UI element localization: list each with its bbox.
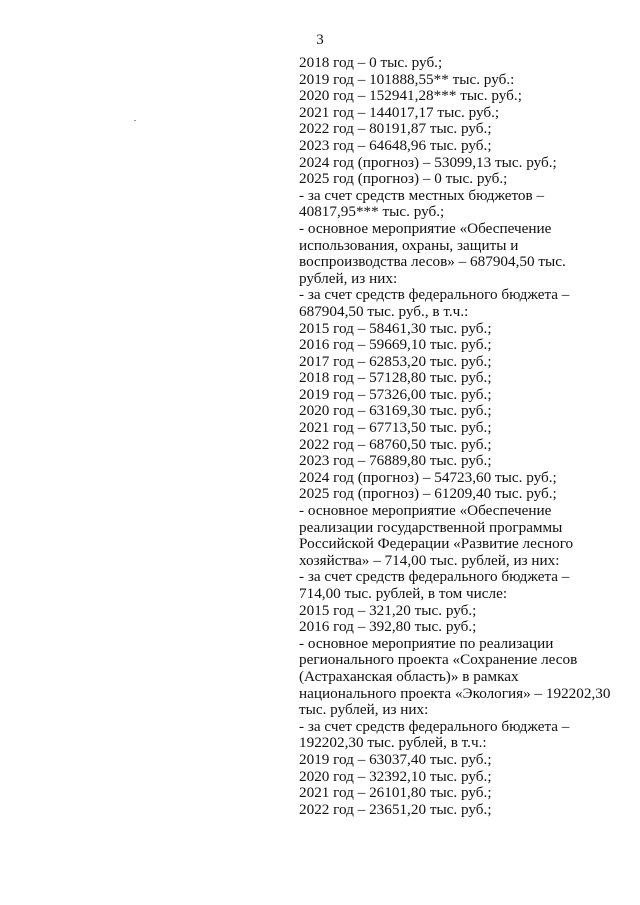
text-line: - основное мероприятие «Обеспечение	[299, 220, 552, 237]
text-line: 2019 год – 63037,40 тыс. руб.;	[299, 751, 492, 768]
text-line: - за счет средств федерального бюджета –	[299, 718, 570, 735]
text-line: - за счет средств федерального бюджета –	[299, 287, 570, 304]
text-line: 2022 год – 68760,50 тыс. руб.;	[299, 436, 492, 453]
page-number: 3	[316, 32, 324, 48]
text-line: 2024 год (прогноз) – 53099,13 тыс. руб.;	[299, 154, 557, 171]
text-line: - за счет средств местных бюджетов –	[299, 187, 545, 204]
text-line: регионального проекта «Сохранение лесов	[299, 652, 578, 669]
text-line: 2019 год – 57326,00 тыс. руб.;	[299, 386, 492, 403]
text-line: 2016 год – 392,80 тыс. руб.;	[299, 619, 477, 636]
text-line: 2020 год – 63169,30 тыс. руб.;	[299, 403, 492, 420]
text-line: 2019 год – 101888,55** тыс. руб.:	[299, 71, 515, 88]
text-line: Российской Федерации «Развитие лесного	[299, 536, 574, 553]
text-line: 2017 год – 62853,20 тыс. руб.;	[299, 353, 492, 370]
text-line: 2015 год – 58461,30 тыс. руб.;	[299, 320, 492, 337]
text-line: тыс. рублей, из них:	[299, 702, 429, 719]
text-line: 2023 год – 76889,80 тыс. руб.;	[299, 453, 492, 470]
text-line: 2018 год – 0 тыс. руб.;	[299, 55, 443, 71]
text-line: 2025 год (прогноз) – 61209,40 тыс. руб.;	[299, 486, 557, 503]
text-line: 192202,30 тыс. рублей, в т.ч.:	[299, 735, 487, 752]
text-line: - основное мероприятие по реализации	[299, 635, 554, 652]
text-line: - за счет средств федерального бюджета –	[299, 569, 570, 586]
text-line: 2021 год – 67713,50 тыс. руб.;	[299, 420, 492, 437]
text-line: 2020 год – 152941,28*** тыс. руб.;	[299, 88, 522, 105]
text-line: 2021 год – 26101,80 тыс. руб.;	[299, 785, 492, 802]
text-line: рублей, из них:	[299, 270, 398, 287]
text-line: 40817,95*** тыс. руб.;	[299, 204, 445, 221]
text-line: реализации государственной программы	[299, 519, 563, 536]
text-line: 2024 год (прогноз) – 54723,60 тыс. руб.;	[299, 469, 557, 486]
text-line: 2021 год – 144017,17 тыс. руб.;	[299, 104, 500, 121]
text-line: 2023 год – 64648,96 тыс. руб.;	[299, 137, 492, 154]
text-line: 2016 год – 59669,10 тыс. руб.;	[299, 337, 492, 354]
text-line: 2018 год – 57128,80 тыс. руб.;	[299, 370, 492, 387]
text-line: 2020 год – 32392,10 тыс. руб.;	[299, 768, 492, 785]
text-line: 2022 год – 23651,20 тыс. руб.;	[299, 801, 492, 818]
text-line: использования, охраны, защиты и	[299, 237, 519, 254]
text-line: 687904,50 тыс. руб., в т.ч.:	[299, 303, 469, 320]
margin-mark	[134, 120, 136, 121]
text-line: воспроизводства лесов» – 687904,50 тыс.	[299, 254, 566, 271]
text-line: (Астраханская область)» в рамках	[299, 668, 519, 685]
text-line: 2025 год (прогноз) – 0 тыс. руб.;	[299, 171, 508, 188]
text-line: 2022 год – 80191,87 тыс. руб.;	[299, 121, 492, 138]
text-line: - основное мероприятие «Обеспечение	[299, 503, 552, 520]
document-text-column	[299, 55, 620, 818]
text-line: 714,00 тыс. рублей, в том числе:	[299, 586, 508, 602]
text-line: 2015 год – 321,20 тыс. руб.;	[299, 602, 477, 619]
text-line: хозяйства» – 714,00 тыс. рублей, из них:	[299, 552, 560, 569]
text-line: национального проекта «Экология» – 192202,30	[299, 685, 611, 702]
